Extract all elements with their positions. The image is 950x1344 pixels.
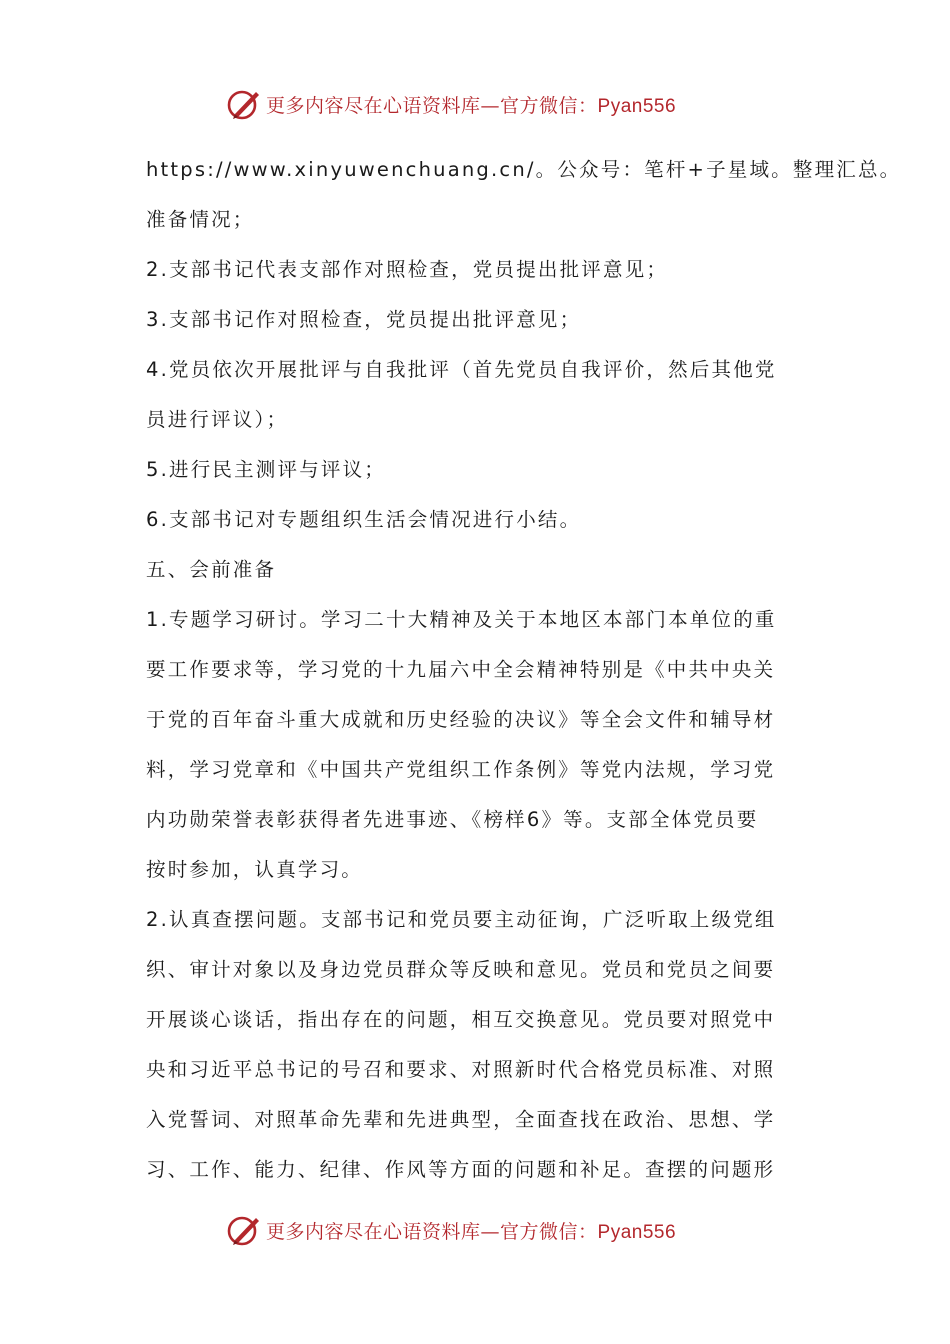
- text-line: 6.支部书记对专题组织生活会情况进行小结。: [146, 508, 582, 531]
- text-line: 央和习近平总书记的号召和要求、对照新时代合格党员标准、对照: [146, 1058, 776, 1081]
- text-line: 开展谈心谈话，指出存在的问题，相互交换意见。党员要对照党中: [146, 1008, 776, 1031]
- pen-logo-icon: [226, 86, 262, 122]
- text-line: 于党的百年奋斗重大成就和历史经验的决议》等全会文件和辅导材: [146, 708, 776, 731]
- banner-text: 更多内容尽在心语资料库—官方微信：Pyan556: [266, 1220, 677, 1243]
- text-line: 入党誓词、对照革命先辈和先进典型，全面查找在政治、思想、学: [146, 1108, 776, 1131]
- text-line: 习、工作、能力、纪律、作风等方面的问题和补足。查摆的问题形: [146, 1158, 776, 1181]
- pen-logo-icon: [226, 1212, 262, 1248]
- text-line: 5.进行民主测评与评议；: [146, 458, 387, 481]
- text-line: 织、审计对象以及身边党员群众等反映和意见。党员和党员之间要: [146, 958, 776, 981]
- text-line: 要工作要求等，学习党的十九届六中全会精神特别是《中共中央关: [146, 658, 776, 681]
- text-line: 2.认真查摆问题。支部书记和党员要主动征询，广泛听取上级党组: [146, 908, 777, 931]
- document-body: [146, 145, 902, 1195]
- text-line: https://www.xinyuwenchuang.cn/。公众号：笔杆+子星域。整理汇总。: [146, 158, 902, 181]
- text-line: 准备情况；: [146, 208, 255, 231]
- section-heading: 五、会前准备: [146, 558, 277, 581]
- text-line: 3.支部书记作对照检查，党员提出批评意见；: [146, 308, 582, 331]
- text-line: 内功勋荣誉表彰获得者先进事迹、《榜样6》等。支部全体党员要: [146, 808, 759, 831]
- text-line: 1.专题学习研讨。学习二十大精神及关于本地区本部门本单位的重: [146, 608, 777, 631]
- text-line: 4.党员依次开展批评与自我批评（首先党员自我评价，然后其他党: [146, 358, 777, 381]
- text-line: 料，学习党章和《中国共产党组织工作条例》等党内法规，学习党: [146, 758, 776, 781]
- text-line: 2.支部书记代表支部作对照检查，党员提出批评意见；: [146, 258, 669, 281]
- footer-banner: [226, 1210, 676, 1250]
- text-line: 员进行评议）；: [146, 408, 289, 431]
- wechat-id: Pyan556: [597, 95, 677, 117]
- wechat-id: Pyan556: [597, 1221, 677, 1243]
- text-line: 按时参加，认真学习。: [146, 858, 364, 881]
- header-banner: [226, 84, 676, 124]
- banner-text: 更多内容尽在心语资料库—官方微信：Pyan556: [266, 94, 677, 117]
